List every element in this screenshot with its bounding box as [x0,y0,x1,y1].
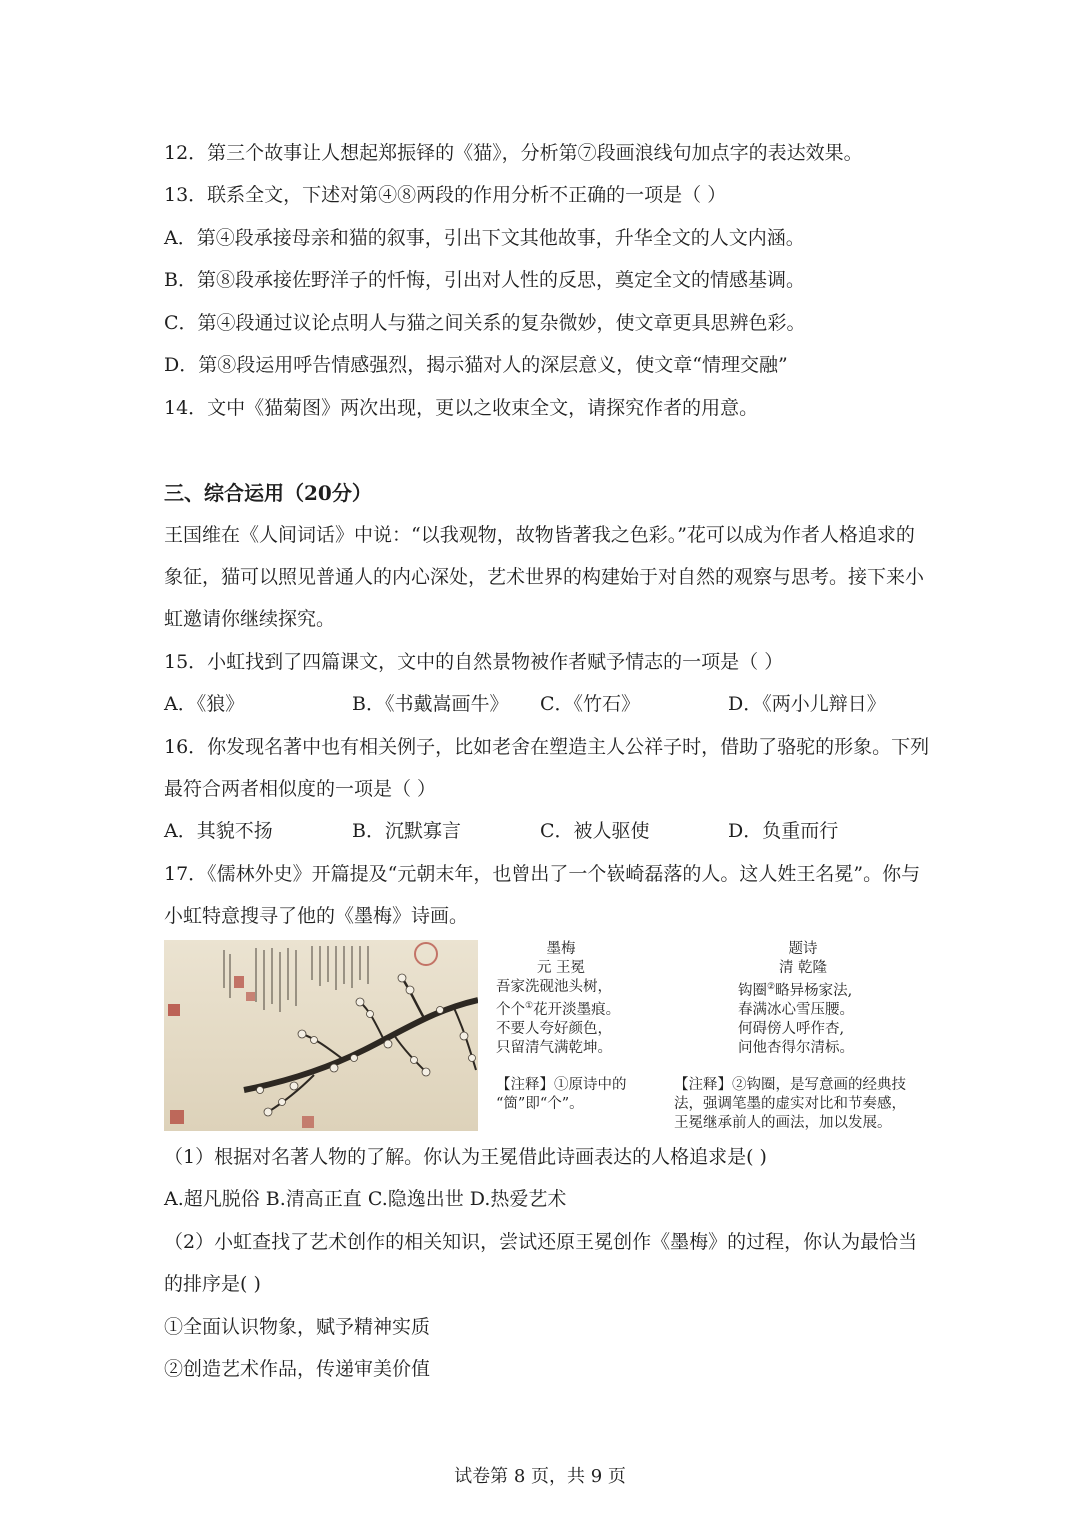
question-16-line-1: 16．你发现名著中也有相关例子，比如老舍在塑造主人公祥子时，借助了骆驼的形象。下列 [164,736,930,758]
poem-1-line-4: 只留清气满乾坤。 [496,1039,612,1056]
question-17-line-1: 17．《儒林外史》开篇提及“元朝末年，也曾出了一个嵚崎磊落的人。这人姓王名冕”。你与 [164,863,921,885]
poem-1-author: 元 王冕 [536,960,586,976]
poem-1-line-2: 个个①花开淡墨痕。 [496,1001,621,1018]
question-15: 15．小虹找到了四篇课文，文中的自然景物被作者赋予情志的一项是（ ） [164,651,784,673]
question-17-line-2: 小虹特意搜寻了他的《墨梅》诗画。 [164,905,469,927]
sub-question-2-line-1: （2）小虹查找了艺术创作的相关知识，尝试还原王冕创作《墨梅》的过程，你认为最恰当 [164,1231,918,1253]
question-14: 14．文中《猫菊图》两次出现，更以之收束全文，请探究作者的用意。 [164,397,759,419]
poem-1-line-1: 吾家洗砚池头树， [496,979,612,995]
question-15-option-c: C．《竹石》 [540,693,641,715]
intro-line-3: 虹邀请你继续探究。 [164,608,336,630]
question-15-option-a: A．《狼》 [164,693,245,715]
section-heading: 三、综合运用（20分） [164,481,372,505]
poem-1-note: 【注释】①原诗中的 “箇”即“个”。 [496,1077,627,1112]
question-16-line-2: 最符合两者相似度的一项是（ ） [164,778,437,800]
poem-2-note: 【注释】②钩圈，是写意画的经典技 法，强调笔墨的虚实对比和节奏感， 王冕继承前人的画法，加以发展。 [674,1077,906,1131]
poem-2-line-1: 钩圈②略异杨家法, [738,982,853,999]
question-15-option-d: D．《两小儿辩日》 [728,693,886,715]
intro-line-1: 王国维在《人间词话》中说：“以我观物，故物皆著我之色彩。”花可以成为作者人格追求的 [164,524,915,546]
question-13: 13．联系全文，下述对第④⑧两段的作用分析不正确的一项是（ ） [164,184,727,206]
page-footer: 试卷第 8 页，共 9 页 [454,1466,626,1487]
poem-ti-shi [738,940,868,1058]
question-15-option-b: B．《书戴嵩画牛》 [352,693,509,715]
sequence-item-2: ②创造艺术作品，传递审美价值 [164,1358,431,1380]
sequence-item-1: ①全面认识物象，赋予精神实质 [164,1316,431,1338]
question-12: 12．第三个故事让人想起郑振铎的《猫》，分析第⑦段画浪线句加点字的表达效果。 [164,142,863,164]
poem-2-author: 清 乾隆 [778,960,828,976]
sub-question-2-line-2: 的排序是( ) [164,1273,261,1295]
ink-plum-painting [164,940,478,1131]
poem-2-line-2: 春满冰心雪压腰。 [738,1001,854,1018]
question-16-option-c: C．被人驱使 [540,820,650,842]
question-16-option-d: D．负重而行 [728,820,839,842]
question-13-option-b: B．第⑧段承接佐野洋子的忏悔，引出对人性的反思，奠定全文的情感基调。 [164,269,805,291]
painting-artwork [164,940,478,1131]
question-13-option-c: C．第④段通过议论点明人与猫之间关系的复杂微妙，使文章更具思辨色彩。 [164,312,806,334]
sub-question-1: （1）根据对名著人物的了解。你认为王冕借此诗画表达的人格追求是( ) [164,1146,767,1168]
poem-mo-mei [496,940,626,1058]
poem-2-line-3: 何碍傍人呼作杏, [738,1020,845,1037]
intro-line-2: 象征，猫可以照见普通人的内心深处，艺术世界的构建始于对自然的观察与思考。接下来小 [164,566,925,588]
poem-1-title: 墨梅 [546,941,576,957]
poem-2-title: 题诗 [788,941,818,957]
question-16-option-b: B．沉默寡言 [352,820,461,842]
sub-question-1-options: A.超凡脱俗 B.清高正直 C.隐逸出世 D.热爱艺术 [164,1188,567,1210]
question-13-option-a: A．第④段承接母亲和猫的叙事，引出下文其他故事，升华全文的人文内涵。 [164,227,805,249]
question-16-option-a: A．其貌不扬 [164,820,273,842]
question-13-option-d: D．第⑧段运用呼告情感强烈，揭示猫对人的深层意义，使文章“情理交融” [164,354,788,376]
poem-1-line-3: 不要人夸好颜色， [496,1020,612,1037]
poem-2-line-4: 问他杏得尔清标。 [738,1039,854,1056]
